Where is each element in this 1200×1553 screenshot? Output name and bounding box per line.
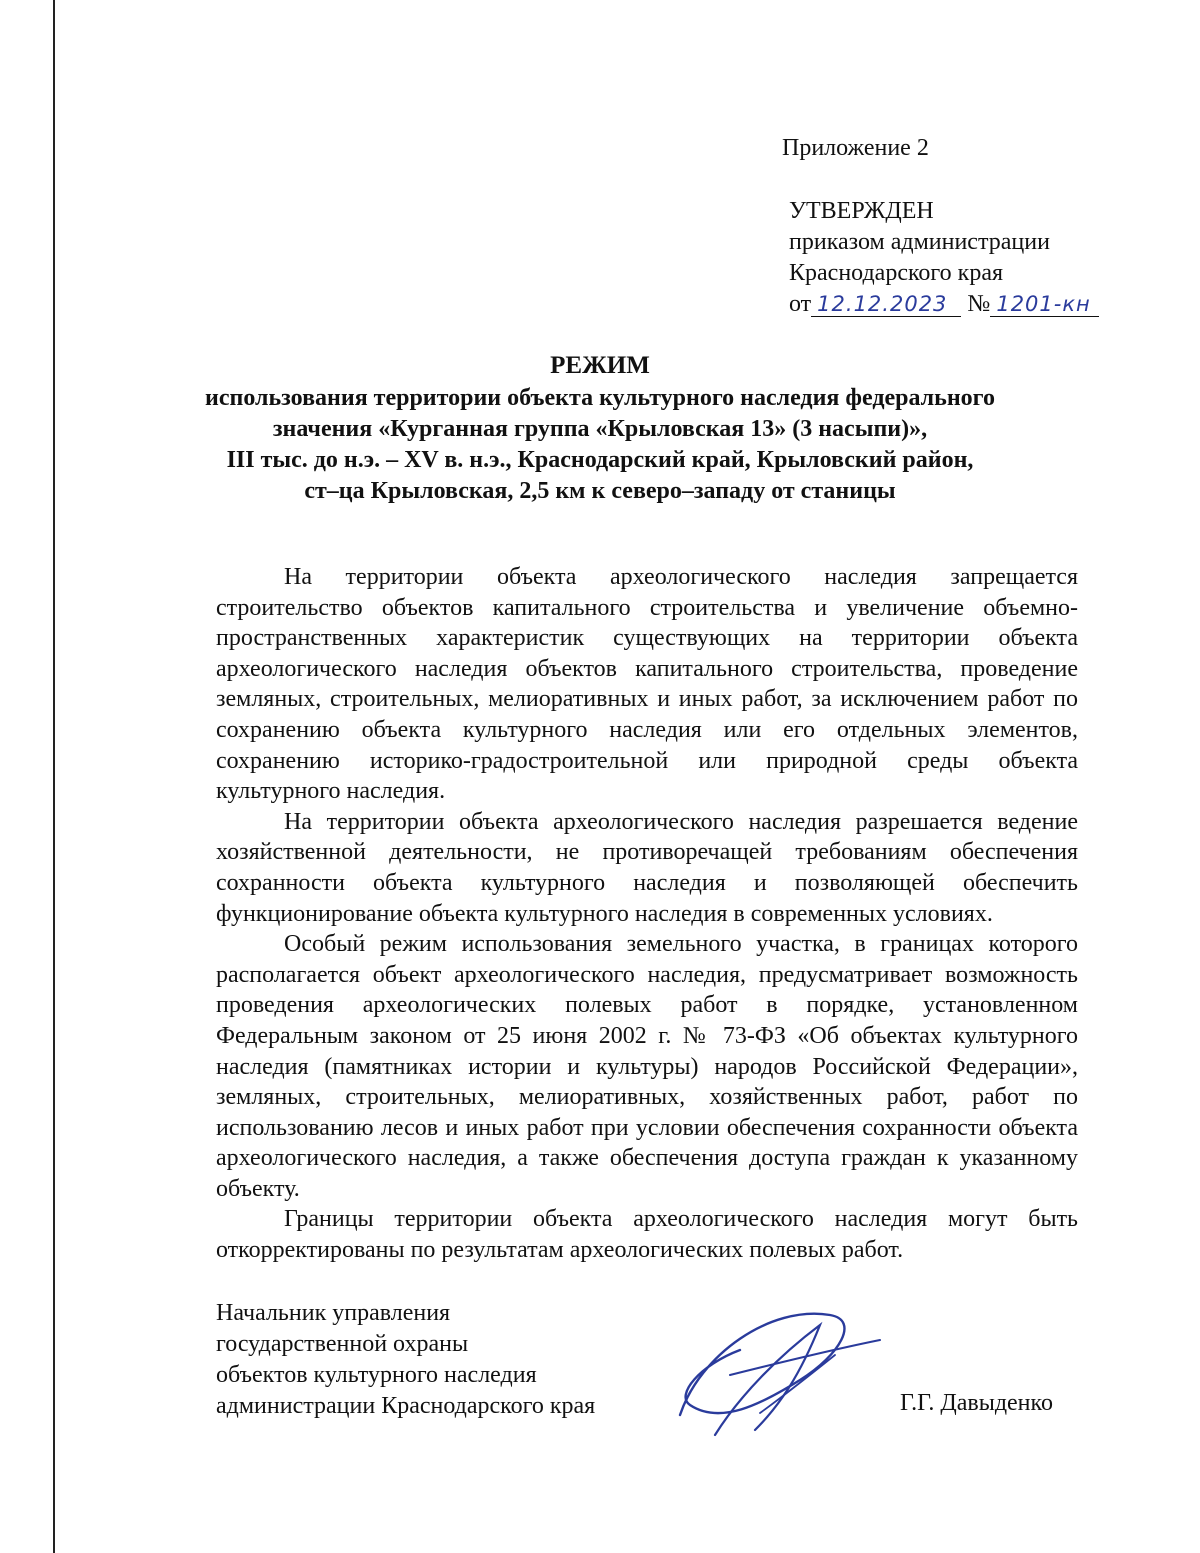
body-paragraph-boundaries: Границы территории объекта археологического наследия могут быть откорректированы по результатам археологических полевых работ. xyxy=(216,1206,1078,1264)
document-title xyxy=(150,350,1050,507)
order-from-label: от xyxy=(789,291,812,317)
approval-status: УТВЕРЖДЕН xyxy=(789,198,934,224)
approval-stamp-block xyxy=(789,196,1099,320)
title-line: ст–ца Крыловская, 2,5 км к северо–западу от станицы xyxy=(304,478,896,504)
approval-line-2: Краснодарского края xyxy=(789,260,1004,286)
order-number-label: № xyxy=(967,291,991,317)
signatory-name: Г.Г. Давыденко xyxy=(900,1390,1053,1416)
position-line: Начальник управления xyxy=(216,1300,451,1326)
body-paragraph-prohibitions: На территории объекта археологического наследия запрещается строительство объектов капитального строительства и увеличение объемно-пространственных характеристик существующих на территории объекта археологического наследия объектов капитального строительства, проведение земляных, строительных, мелиоративных и иных работ, за исключением работ по сохранению объекта культурного наследия или его отдельных элементов, сохранению историко-градостроительной или природной среды объекта культурного наследия. xyxy=(216,564,1078,805)
position-line: объектов культурного наследия xyxy=(216,1362,537,1388)
signatory-position xyxy=(216,1298,595,1422)
approval-line-1: приказом администрации xyxy=(789,229,1050,255)
order-reference xyxy=(789,289,1099,320)
body-paragraph-permissions: На территории объекта археологического наследия разрешается ведение хозяйственной деятельности, не противоречащей требованиям обеспечения сохранности объекта культурного наследия и позволяющей обеспечить функционирование объекта культурного наследия в современных условиях. xyxy=(216,808,1078,927)
document-body xyxy=(216,562,1078,1266)
title-line: значения «Курганная группа «Крыловская 13» (3 насыпи)», xyxy=(272,416,928,442)
title-line: III тыс. до н.э. – XV в. н.э., Краснодарский край, Крыловский район, xyxy=(226,447,974,473)
handwritten-signature xyxy=(660,1295,890,1445)
title-line: использования территории объекта культурного наследия федерального xyxy=(205,385,995,411)
order-date-handwritten: 12.12.2023 xyxy=(811,292,961,317)
order-number-handwritten: 1201-кн xyxy=(990,292,1098,317)
position-line: администрации Краснодарского края xyxy=(216,1393,596,1419)
title-main: РЕЖИМ xyxy=(550,352,650,379)
body-paragraph-special-regime: Особый режим использования земельного участка, в границах которого располагается объект археологического наследия, предусматривает возможность проведения археологических полевых работ в порядке, установленном Федеральным законом от 25 июня 2002 г. № 73-ФЗ «Об объектах культурного наследия (памятниках истории и культуры) народов Российской Федерации», земляных, строительных, мелиоративных, хозяйственных работ, работ по использованию лесов и иных работ при условии обеспечения сохранности объекта археологического наследия, а также обеспечения доступа граждан к указанному объекту. xyxy=(216,931,1078,1202)
position-line: государственной охраны xyxy=(216,1331,469,1357)
appendix-label: Приложение 2 xyxy=(782,135,929,161)
scan-edge-line xyxy=(53,0,55,1553)
